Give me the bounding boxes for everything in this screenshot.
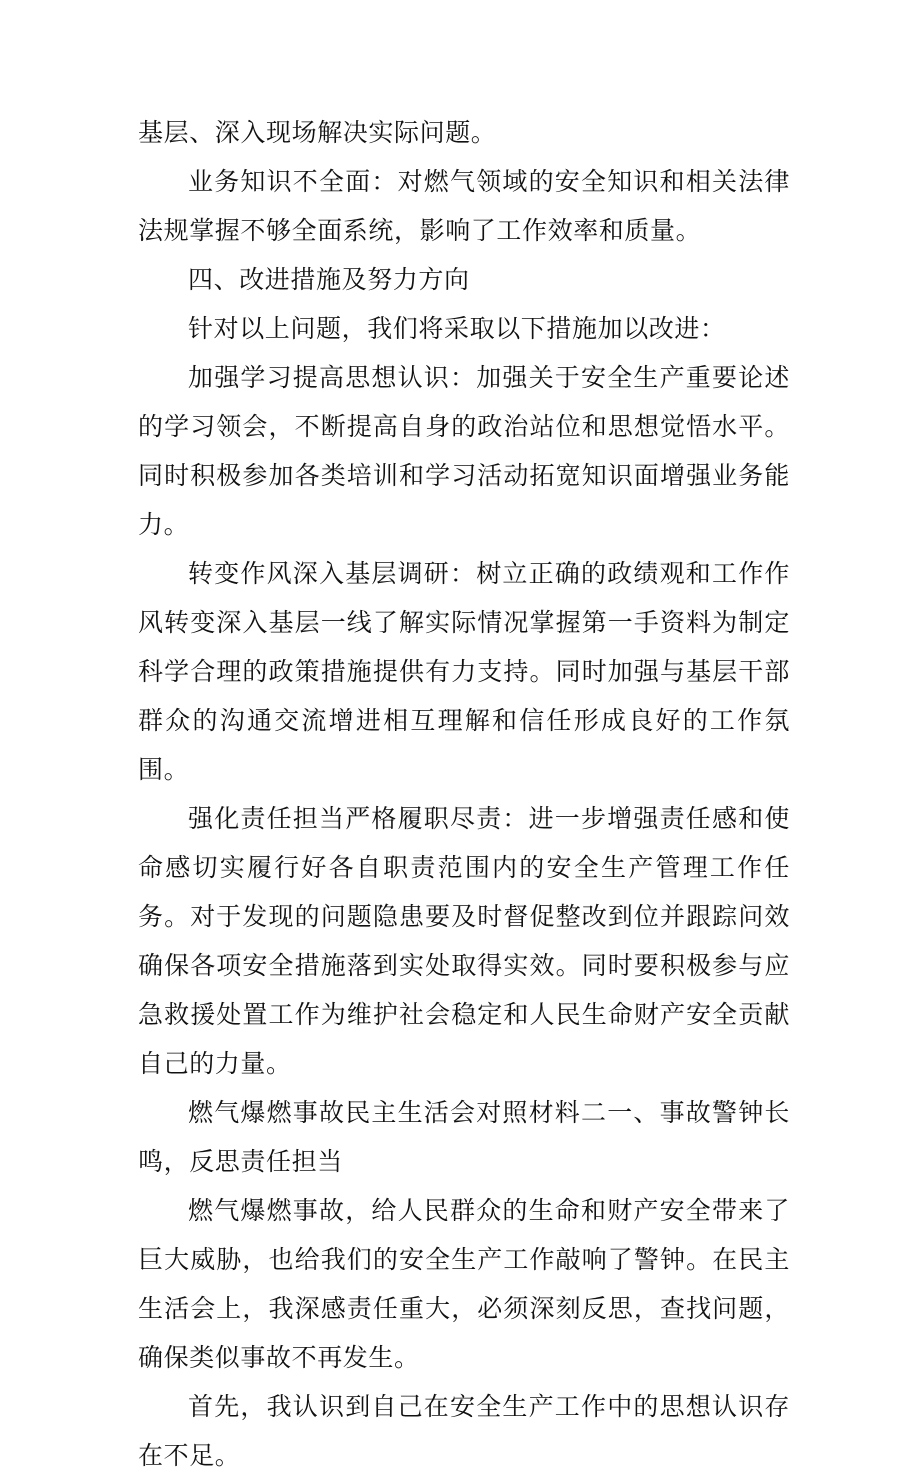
paragraph-intro-measures: 针对以上问题，我们将采取以下措施加以改进：	[188, 314, 726, 343]
paragraph-strengthen-study: 加强学习提高思想认识：加强关于安全生产重要论述的学习领会，不断提高自身的政治站位和思想觉悟水平。同时积极参加各类培训和学习活动拓宽知识面增强业务能力。	[138, 363, 790, 539]
section-heading-improvement: 四、改进措施及努力方向	[188, 265, 470, 294]
paragraph-material-two-title: 燃气爆燃事故民主生活会对照材料二一、事故警钟长鸣，反思责任担当	[138, 1098, 790, 1176]
paragraph-change-style: 转变作风深入基层调研：树立正确的政绩观和工作作风转变深入基层一线了解实际情况掌握第一手资料为制定科学合理的政策措施提供有力支持。同时加强与基层干部群众的沟通交流增进相互理解和信任形成良好的工作氛围。	[138, 559, 790, 784]
paragraph-first-point: 首先，我认识到自己在安全生产工作中的思想认识存在不足。	[138, 1392, 790, 1470]
paragraph-accident-reflection: 燃气爆燃事故，给人民群众的生命和财产安全带来了巨大威胁，也给我们的安全生产工作敲响了警钟。在民主生活会上，我深感责任重大，必须深刻反思，查找问题，确保类似事故不再发生。	[138, 1196, 790, 1372]
paragraph-business-knowledge: 业务知识不全面：对燃气领域的安全知识和相关法律法规掌握不够全面系统，影响了工作效率和质量。	[138, 167, 790, 245]
paragraph-responsibility: 强化责任担当严格履职尽责：进一步增强责任感和使命感切实履行好各自职责范围内的安全生产管理工作任务。对于发现的问题隐患要及时督促整改到位并跟踪问效确保各项安全措施落到实处取得实效。同时要积极参与应急救援处置工作为维护社会稳定和人民生命财产安全贡献自己的力量。	[138, 804, 790, 1078]
paragraph-continuation: 基层、深入现场解决实际问题。	[138, 118, 497, 147]
document-body	[138, 108, 790, 1480]
